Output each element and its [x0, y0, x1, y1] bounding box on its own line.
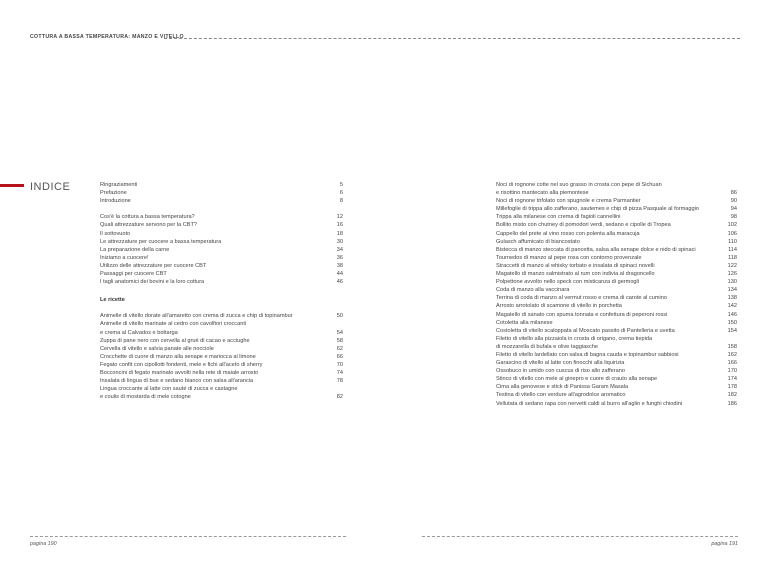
toc-entry-title: Crocchette di cuore di manzo alla senape e mariocca al limone: [100, 353, 256, 360]
toc-entry-page: 98: [730, 214, 737, 221]
toc-entry-page: 110: [728, 238, 737, 245]
toc-entry-page: 70: [336, 361, 343, 368]
toc-entry: [100, 278, 343, 286]
toc-entry-page: 150: [727, 319, 737, 326]
toc-entry-title: Garascino di vitello al latte con finocchi alla liquirizia: [496, 360, 625, 367]
toc-entry-title: Noci di rognone cotte nel suo grasso in crosta con pepe di Sichuan: [496, 182, 662, 188]
toc-entry: [100, 246, 343, 254]
toc-entry: [496, 213, 737, 221]
recipes-section: [100, 294, 343, 310]
toc-entry-page: 102: [727, 222, 737, 229]
toc-entry: [100, 221, 343, 229]
toc-entry-page: 44: [336, 271, 343, 278]
toc-entry-title: Ossobuco in umido con cuscus di riso allo zafferano: [496, 368, 625, 375]
toc-entry-page: 138: [727, 295, 737, 302]
toc-entry: [496, 286, 737, 294]
toc-entry-title: Il sottovuoto: [100, 230, 131, 237]
toc-entry-page: 126: [727, 271, 737, 278]
toc-entry-page: 78: [336, 378, 343, 385]
index-title: INDICE: [30, 181, 71, 193]
toc-entry-title: Animelle di vitello marinate al cedro con cavolfiori croccanti: [100, 321, 247, 328]
toc-entry-title: Tournedos di manzo al pepe rosa con contorno provenzale: [496, 254, 642, 261]
toc-entry: [496, 262, 737, 270]
toc-entry: [496, 375, 737, 383]
toc-entry: [496, 400, 737, 408]
toc-entry: [100, 369, 343, 377]
toc-entry-title: Bistecca di manzo steccata di pancetta, salsa alla senape dolce e nido di spinaci: [496, 246, 696, 253]
toc-entry: [496, 181, 737, 189]
toc-entry-page: 162: [727, 351, 737, 358]
toc-entry: [100, 270, 343, 278]
toc-entry-page: 130: [727, 279, 737, 286]
toc-entry-title: Passaggi per cuocere CBT: [100, 271, 167, 278]
toc-entry-title: Filetto di vitello alla pizzaiola in crosta di origano, crema tiepida: [496, 335, 653, 342]
toc-group-recipes-continued: [496, 181, 737, 408]
toc-entry-page: 94: [730, 206, 737, 213]
running-header: [30, 34, 740, 44]
recipes-section-title: Le ricette: [100, 297, 125, 304]
toc-entry-title: Le attrezzature per cuocere a bassa temperatura: [100, 238, 222, 245]
toc-entry-title: Animelle di vitello dorate all'amaretto con crema di zucca e chip di topinambur: [100, 313, 293, 320]
toc-entry-page: 86: [730, 190, 737, 197]
toc-entry: [496, 302, 737, 310]
toc-entry-page: 114: [728, 246, 737, 253]
toc-entry-title: Ringraziamenti: [100, 182, 138, 188]
toc-entry: [100, 238, 343, 246]
toc-entry-page: 122: [727, 262, 737, 269]
toc-entry: [100, 197, 343, 205]
toc-entry-page: 170: [727, 368, 737, 375]
toc-entry: [100, 345, 343, 353]
toc-entry-title: e risottino mantecato alla piemontese: [496, 190, 589, 197]
toc-entry-page: 154: [727, 327, 737, 334]
toc-entry: [100, 329, 343, 337]
toc-group-techniques: [100, 213, 343, 286]
toc-entry-title: Lingua croccante al latte con sauté di zucca e castagne: [100, 386, 238, 393]
toc-entry: [100, 312, 343, 320]
toc-entry-title: I tagli anatomici dei bovini e la loro cottura: [100, 279, 205, 286]
toc-entry-page: 5: [339, 182, 343, 188]
toc-entry: [100, 385, 343, 393]
toc-entry-page: 8: [339, 198, 343, 205]
toc-entry-title: di mozzarella di bufala e olive taggiasche: [496, 343, 598, 350]
toc-entry: [496, 351, 737, 359]
toc-entry-title: La preparazione della carne: [100, 246, 170, 253]
toc-entry-page: 16: [336, 222, 343, 229]
toc-entry: [496, 254, 737, 262]
toc-entry-title: Bollito misto con chutney di pomodori verdi, sedano e cipolle di Tropea: [496, 222, 671, 229]
toc-entry-title: Quali attrezzature servono per la CBT?: [100, 222, 198, 229]
toc-entry: [496, 294, 737, 302]
toc-entry: [100, 181, 343, 189]
toc-entry-page: 18: [336, 230, 343, 237]
toc-entry-page: 30: [336, 238, 343, 245]
toc-entry-title: Stinco di vitello con mele al ginepro e cuore di crauto alla senape: [496, 376, 658, 383]
toc-group-recipes: [100, 312, 343, 401]
toc-entry: [100, 230, 343, 238]
toc-entry-title: Straccetti di manzo al whisky torbato e insalata di spinaci novelli: [496, 262, 655, 269]
toc-entry-title: e coulis di mostarda di mele cotogne: [100, 394, 191, 401]
toc-entry: [100, 337, 343, 345]
toc-entry-page: 166: [727, 360, 737, 367]
toc-entry-page: 58: [336, 337, 343, 344]
toc-entry-page: 142: [727, 303, 737, 310]
toc-entry-page: 178: [727, 384, 737, 391]
toc-entry-title: Magatello di manzo salmistrato al rum con indivia al dragoncello: [496, 271, 655, 278]
toc-entry: [496, 343, 737, 351]
toc-entry-page: 6: [339, 190, 343, 197]
toc-entry-title: Iniziamo a cuocere!: [100, 254, 149, 261]
toc-entry-title: Filetto di vitello lardellato con salsa di bagna cauda e topinambur sabbiosi: [496, 351, 679, 358]
toc-entry-title: Cotoletta alla milanese: [496, 319, 553, 326]
left-toc-column: [100, 181, 343, 401]
toc-entry: [100, 353, 343, 361]
toc-entry-title: Fegato confit con cipollotti fondenti, mele e fichi all'aceto di sherry: [100, 361, 263, 368]
toc-entry-title: Terrina di coda di manzo al vermut rosso e crema di carote al cumino: [496, 295, 667, 302]
toc-entry: [496, 246, 737, 254]
toc-entry-page: 82: [336, 394, 343, 401]
toc-entry-title: Introduzione: [100, 198, 131, 205]
toc-entry-title: Prefazione: [100, 190, 127, 197]
toc-entry-page: 36: [336, 254, 343, 261]
toc-entry-title: Costoletta di vitello scaloppata al Moscato passito di Pantelleria e uvetta: [496, 327, 675, 334]
toc-entry: [496, 197, 737, 205]
toc-entry-page: 74: [336, 369, 343, 376]
toc-entry: [100, 262, 343, 270]
toc-entry-title: Cappello del prete al vino rosso con polenta alla maracuja: [496, 230, 640, 237]
toc-entry-title: Coda di manzo alla vaccinara: [496, 287, 570, 294]
toc-entry: [496, 311, 737, 319]
toc-entry-title: Arrosto arrotolato di scamone di vitello in porchetta: [496, 303, 622, 310]
toc-entry-title: Insalata di lingua di bue e sedano bianco con salsa all'arancia: [100, 378, 254, 385]
toc-entry: [100, 254, 343, 262]
toc-entry-page: 174: [727, 376, 737, 383]
toc-entry: [496, 205, 737, 213]
toc-entry-page: 146: [727, 311, 737, 318]
toc-entry: [496, 319, 737, 327]
toc-entry-page: 38: [336, 262, 343, 269]
page-number-right: pagina 191: [711, 541, 738, 547]
toc-entry-page: 34: [336, 246, 343, 253]
toc-entry-page: 134: [727, 287, 737, 294]
toc-entry: [496, 189, 737, 197]
toc-entry: [496, 391, 737, 399]
toc-entry-title: Cos'è la cottura a bassa temperatura?: [100, 214, 195, 221]
toc-entry-title: Noci di rognone trifolato con spugnole e crema Parmantier: [496, 198, 641, 205]
toc-entry: [496, 383, 737, 391]
toc-entry-page: 66: [336, 353, 343, 360]
toc-entry: [100, 361, 343, 369]
footer-rule-right: [422, 536, 738, 537]
toc-entry-page: 50: [336, 313, 343, 320]
toc-entry-page: 106: [727, 230, 737, 237]
toc-entry-title: Polpettone avvolto nello speck con misticanza di germogli: [496, 279, 640, 286]
page-number-left: pagina 190: [30, 541, 57, 547]
toc-entry-title: Vellutata di sedano rapa con nervetti caldi al burro all'aglio e funghi chiodini: [496, 400, 683, 407]
toc-entry: [496, 230, 737, 238]
toc-entry: [100, 377, 343, 385]
footer-rule-left: [30, 536, 346, 537]
toc-entry-page: 186: [727, 400, 737, 407]
toc-entry-page: 62: [336, 345, 343, 352]
toc-entry-title: Testina di vitello con verdure all'agrodolce aromatico: [496, 392, 626, 399]
toc-entry-page: 90: [730, 198, 737, 205]
toc-entry-page: 12: [336, 214, 343, 221]
toc-entry-page: 118: [728, 254, 737, 261]
toc-entry: [496, 278, 737, 286]
toc-entry-title: Trippa alla milanese con crema di fagioli cannellini: [496, 214, 621, 221]
toc-entry-title: Magatello di sanato con spuma tonnata e confettura di peperoni rossi: [496, 311, 668, 318]
toc-entry: [496, 327, 737, 335]
toc-entry: [100, 393, 343, 401]
header-dashed-rule: [164, 38, 740, 39]
toc-entry: [496, 238, 737, 246]
toc-entry: [496, 359, 737, 367]
toc-entry-title: Bocconcini di fegato marinato avvolti nella rete di maiale arrosto: [100, 369, 259, 376]
toc-entry: [496, 221, 737, 229]
toc-entry: [100, 320, 343, 328]
running-header-title: COTTURA A BASSA TEMPERATURA: MANZO E VITELLO: [30, 34, 184, 40]
toc-entry: [496, 335, 737, 343]
toc-entry-page: 46: [336, 279, 343, 286]
toc-entry-title: Utilizzo delle attrezzature per cuocere CBT: [100, 262, 207, 269]
toc-entry-page: 182: [727, 392, 737, 399]
toc-entry: [100, 213, 343, 221]
toc-group-front-matter: [100, 181, 343, 205]
toc-entry-title: Zuppa di pane nero con cervella al grué di cacao e acciughe: [100, 337, 250, 344]
toc-entry-page: 54: [336, 329, 343, 336]
toc-entry-page: 158: [727, 343, 737, 350]
toc-entry: [100, 189, 343, 197]
right-toc-column: [496, 181, 737, 408]
toc-entry-title: Cervella di vitello e salvia panate alle nocciole: [100, 345, 214, 352]
toc-entry: [496, 367, 737, 375]
toc-entry: [496, 270, 737, 278]
toc-entry-title: Millefoglie di trippa allo zafferano, sautemes e chip di pizza Pasquale al formaggio: [496, 206, 699, 213]
index-accent-bar: [0, 184, 24, 187]
toc-entry-title: e crema al Calvados e bottarga: [100, 329, 178, 336]
toc-entry-title: Gulasch affumicato di biancostato: [496, 238, 580, 245]
toc-entry-title: Cima alla genovese e stick di Panissa Garam Masala: [496, 384, 629, 391]
